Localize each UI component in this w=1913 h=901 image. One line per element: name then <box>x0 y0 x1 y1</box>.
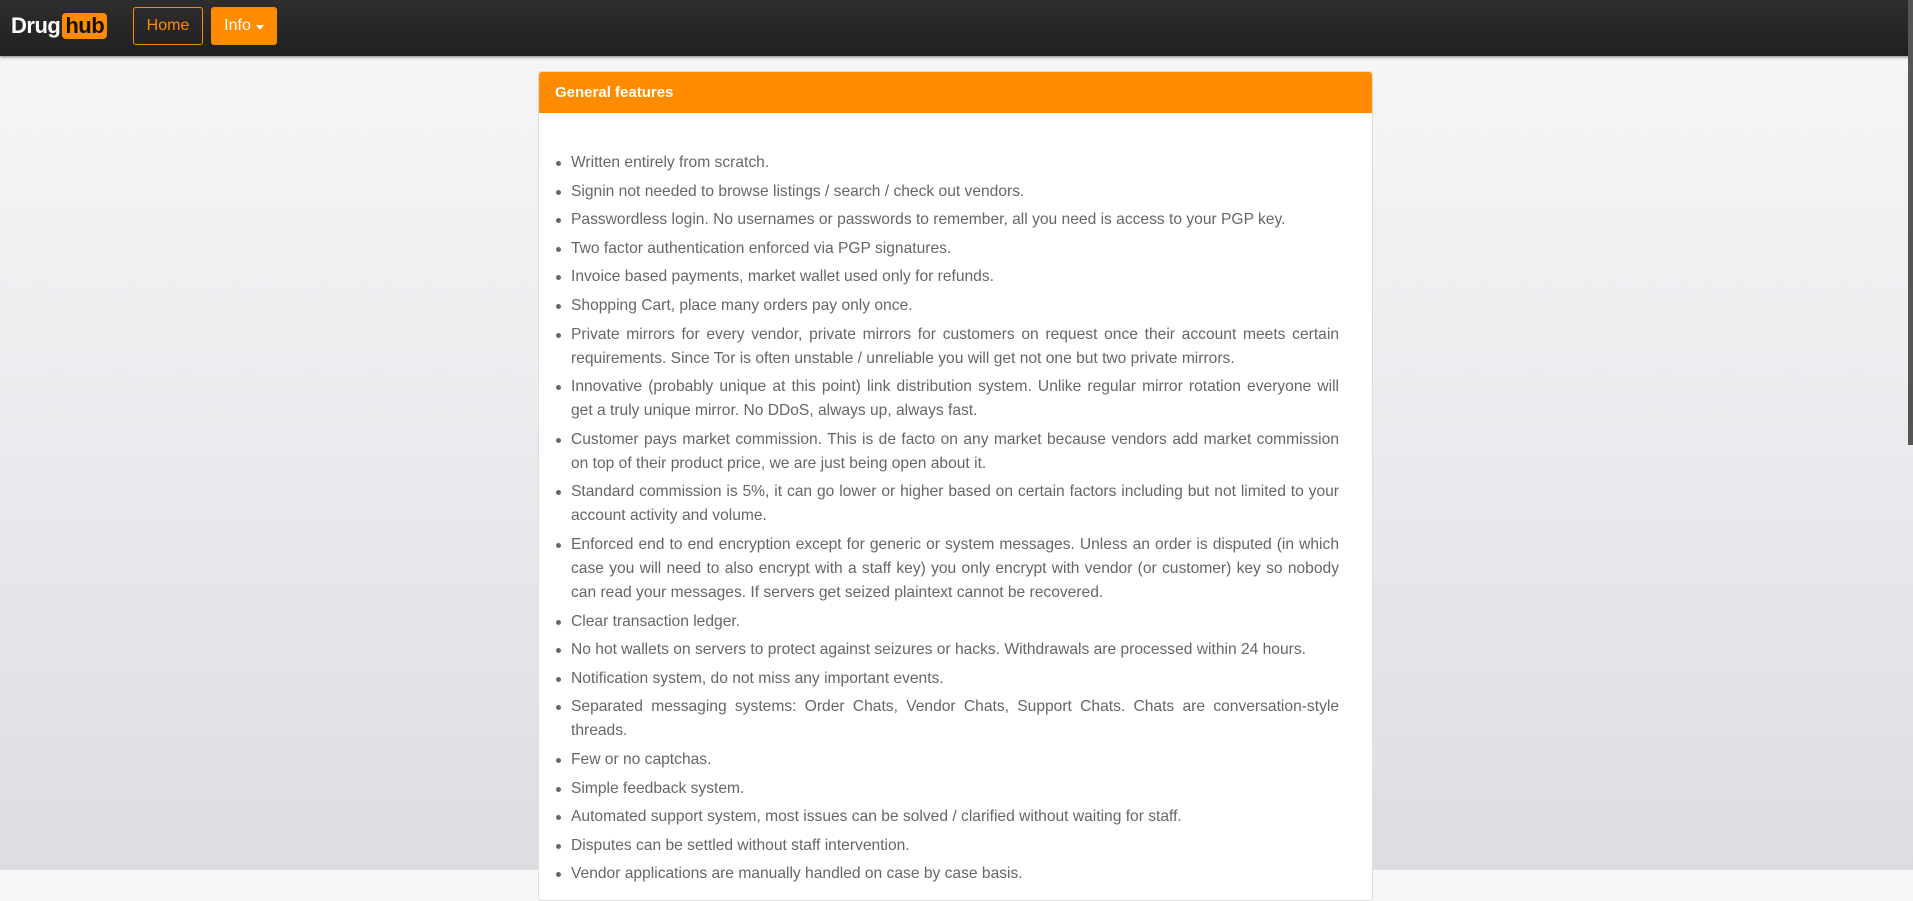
general-features-panel <box>538 71 1373 901</box>
features-list <box>539 151 1339 891</box>
feature-item: Innovative (probably unique at this point) link distribution system. Unlike regular mirror rotation everyone will get a truly unique mirror. No DDoS, always up, always fast. <box>571 375 1339 423</box>
caret-down-icon <box>256 25 264 30</box>
feature-item: No hot wallets on servers to protect against seizures or hacks. Withdrawals are processed within 24 hours. <box>571 638 1339 662</box>
feature-item: Invoice based payments, market wallet used only for refunds. <box>571 265 1339 289</box>
feature-item: Disputes can be settled without staff intervention. <box>571 834 1339 858</box>
home-button[interactable] <box>133 7 203 45</box>
panel-heading <box>539 72 1372 113</box>
feature-item: Clear transaction ledger. <box>571 610 1339 634</box>
feature-item: Simple feedback system. <box>571 777 1339 801</box>
feature-item: Automated support system, most issues can be solved / clarified without waiting for staff. <box>571 805 1339 829</box>
feature-item: Few or no captchas. <box>571 748 1339 772</box>
feature-item: Separated messaging systems: Order Chats, Vendor Chats, Support Chats. Chats are conversation-style threads. <box>571 695 1339 743</box>
feature-item: Vendor applications are manually handled on case by case basis. <box>571 862 1339 886</box>
info-dropdown-button[interactable] <box>211 7 277 45</box>
brand-text: Drug <box>11 13 61 38</box>
feature-item: Notification system, do not miss any important events. <box>571 667 1339 691</box>
home-button-label: Home <box>146 17 190 34</box>
navbar <box>0 0 1913 56</box>
feature-item: Private mirrors for every vendor, private mirrors for customers on request once their account meets certain requirements. Since Tor is often unstable / unreliable you will get not one but two private mirrors. <box>571 323 1339 371</box>
feature-item: Signin not needed to browse listings / search / check out vendors. <box>571 180 1339 204</box>
brand-logo[interactable] <box>11 12 107 40</box>
brand-hub-badge: hub <box>62 13 107 39</box>
feature-item: Two factor authentication enforced via PGP signatures. <box>571 237 1339 261</box>
feature-item: Shopping Cart, place many orders pay only once. <box>571 294 1339 318</box>
feature-item: Standard commission is 5%, it can go lower or higher based on certain factors including but not limited to your account activity and volume. <box>571 480 1339 528</box>
scrollbar-thumb[interactable] <box>1908 0 1913 445</box>
panel-title: General features <box>555 84 674 101</box>
info-button-label: Info <box>224 17 251 34</box>
feature-item: Written entirely from scratch. <box>571 151 1339 175</box>
feature-item: Customer pays market commission. This is de facto on any market because vendors add market commission on top of their product price, we are just being open about it. <box>571 428 1339 476</box>
feature-item: Passwordless login. No usernames or passwords to remember, all you need is access to your PGP key. <box>571 208 1339 232</box>
feature-item: Enforced end to end encryption except for generic or system messages. Unless an order is disputed (in which case you will need to also encrypt with a staff key) you only encrypt with vendor (or customer) key so nobody can read your messages. If servers get seized plaintext cannot be recovered. <box>571 533 1339 605</box>
